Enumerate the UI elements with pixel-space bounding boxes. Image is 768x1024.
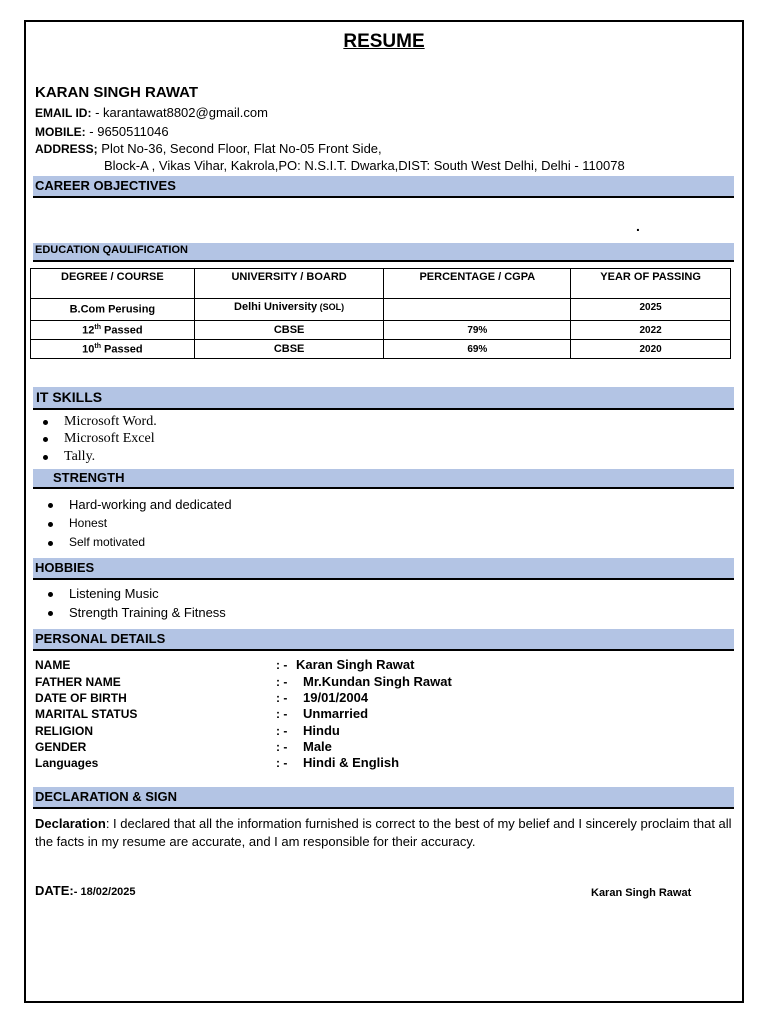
detail-separator: : - [276,756,288,770]
board-text: CBSE [273,324,305,336]
section-header-strength [33,469,734,489]
detail-value: 19/01/2004 [303,690,369,705]
list-item [69,586,159,601]
email-value: - karantawat8802@gmail.com [91,105,268,120]
list-item [69,535,145,549]
bullet-icon [48,592,53,597]
board-extra: (SOL) [317,302,345,312]
degree-sup: th [94,342,101,350]
detail-separator: : - [276,658,288,672]
board-text: CBSE [273,343,305,355]
address-line-1 [35,141,382,156]
email-label: EMAIL ID: [35,106,92,120]
detail-separator: : - [276,707,288,721]
detail-label: FATHER NAME [35,675,121,689]
address-line-2: Block-A , Vikas Vihar, Kakrola,PO: N.S.I.T. Dwarka,DIST: South West Delhi, Delhi - 110078 [104,158,625,173]
degree-cell [31,321,195,340]
board-cell [194,299,384,321]
board-cell [194,321,384,340]
mobile-label: MOBILE: [35,125,86,139]
section-header-career [33,176,734,198]
signature-name: Karan Singh Rawat [591,887,692,899]
column-header: YEAR OF PASSING [571,269,731,299]
bullet-icon [43,455,48,460]
education-heading: EDUCATION QAULIFICATION [35,244,188,256]
detail-label: NAME [35,658,71,672]
date-label: DATE: [35,883,74,898]
detail-value: Hindu [303,723,340,738]
declaration-paragraph [35,815,735,851]
list-item [64,431,155,447]
degree-text: 10 [82,343,95,356]
degree-suffix: Passed [101,343,143,356]
address-label: ADDRESS; [35,142,98,156]
board-text: Delhi University [234,301,318,313]
section-header-it-skills [33,387,734,410]
list-item [64,414,157,430]
table-row [31,299,731,321]
section-header-education [33,243,734,262]
list-item-text: Microsoft Word. [64,414,157,429]
career-text: . [636,218,640,234]
list-item-text: Strength Training & Fitness [69,605,226,620]
list-item-text: Microsoft Excel [64,431,155,446]
degree-cell [31,340,195,359]
address-value-1: Plot No-36, Second Floor, Flat No-05 Front Side, [97,141,382,156]
detail-separator: : - [276,675,288,689]
education-table [30,268,731,359]
bullet-icon [48,611,53,616]
list-item [69,605,226,620]
section-header-declaration [33,787,734,809]
detail-value: Unmarried [303,706,369,721]
table-row [31,340,731,359]
degree-text: B.Com Perusing [69,303,156,316]
detail-value: Mr.Kundan Singh Rawat [303,674,452,689]
degree-cell [31,299,195,321]
column-header: PERCENTAGE / CGPA [384,269,571,299]
section-header-hobbies [33,558,734,580]
year-cell: 2020 [571,340,731,359]
declaration-label: Declaration [35,816,106,831]
year-cell: 2025 [571,299,731,321]
bullet-icon [43,437,48,442]
degree-sup: th [94,323,101,331]
list-item-text: Listening Music [69,586,159,601]
detail-value: Karan Singh Rawat [296,657,415,672]
hobbies-heading: HOBBIES [35,560,95,575]
table-row [31,321,731,340]
detail-separator: : - [276,740,288,754]
percentage-cell: 69% [384,340,571,359]
detail-label: Languages [35,756,99,770]
list-item-text: Tally. [64,449,96,464]
strength-heading: STRENGTH [53,470,125,485]
bullet-icon [48,503,53,508]
list-item [64,449,95,465]
board-cell [194,340,384,359]
table-header-row [31,269,731,299]
candidate-name: KARAN SINGH RAWAT [35,84,199,101]
detail-value: Hindi & English [303,755,400,770]
date-line [35,882,136,900]
detail-separator: : - [276,724,288,738]
mobile-value: - 9650511046 [85,124,169,139]
degree-text: 12 [82,324,95,337]
list-item-text: Self motivated [69,535,146,549]
list-item [69,497,232,512]
resume-title: RESUME [343,31,425,52]
date-value: - 18/02/2025 [73,886,136,898]
column-header: UNIVERSITY / BOARD [194,269,384,299]
mobile-line [35,124,169,139]
declaration-text: : I declared that all the information furnished is correct to the best of my belief and I sincerely proclaim that all the facts in my resume are accurate, and I am responsible for their accuracy. [35,816,732,849]
list-item-text: Hard-working and dedicated [69,497,232,512]
bullet-icon [48,541,53,546]
list-item [69,516,107,530]
detail-label: MARITAL STATUS [35,707,138,721]
detail-label: DATE OF BIRTH [35,691,127,705]
bullet-icon [43,420,48,425]
year-cell: 2022 [571,321,731,340]
personal-heading: PERSONAL DETAILS [35,631,166,646]
detail-label: RELIGION [35,724,94,738]
column-header: DEGREE / COURSE [31,269,195,299]
bullet-icon [48,522,53,527]
list-item-text: Honest [69,516,108,530]
percentage-cell [384,299,571,321]
degree-suffix: Passed [101,324,143,337]
it-skills-heading: IT SKILLS [36,389,103,405]
percentage-cell: 79% [384,321,571,340]
career-heading: CAREER OBJECTIVES [35,178,176,193]
section-header-personal [33,629,734,651]
detail-label: GENDER [35,740,87,754]
declaration-heading: DECLARATION & SIGN [35,789,178,804]
email-line [35,105,268,120]
detail-value: Male [303,739,332,754]
detail-separator: : - [276,691,288,705]
